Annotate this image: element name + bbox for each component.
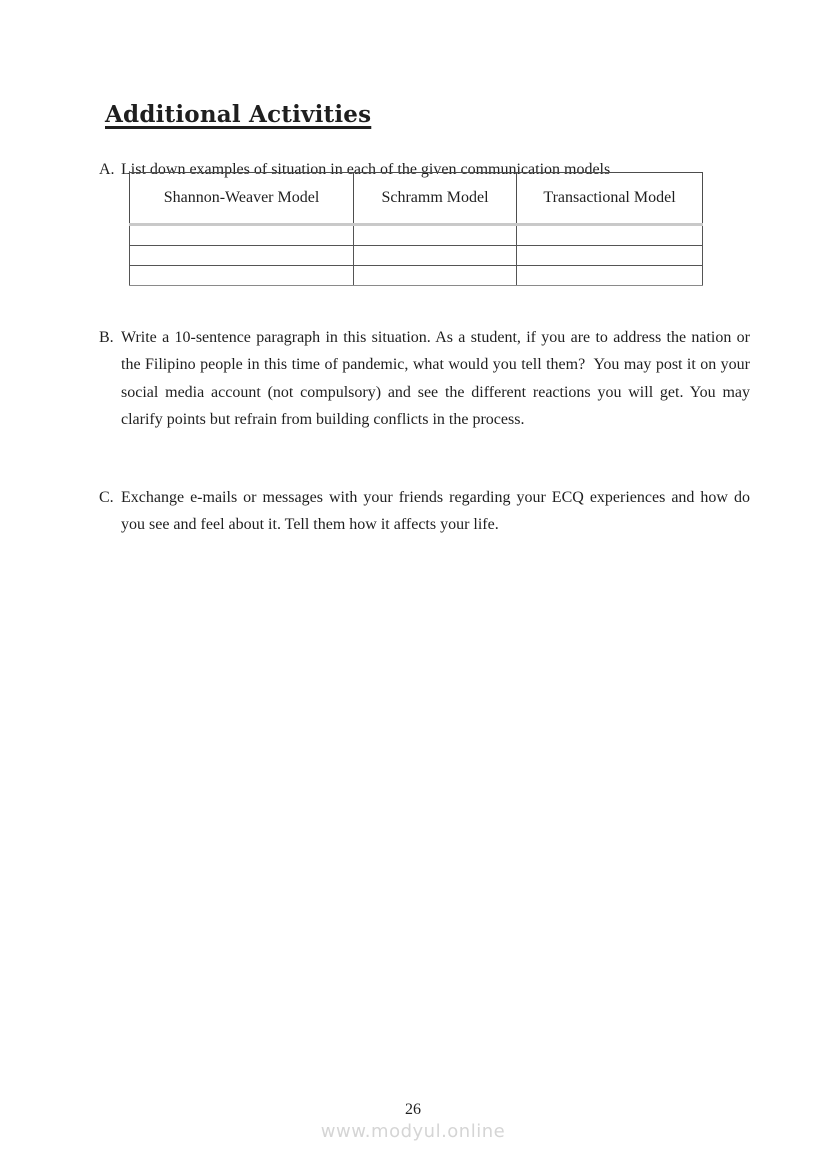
page-title: Additional Activities	[105, 101, 372, 128]
empty-cell	[517, 246, 703, 266]
table-header-row	[130, 173, 703, 225]
table-row	[130, 246, 703, 266]
table-row	[130, 266, 703, 286]
table-header-transactional: Transactional Model	[517, 173, 703, 225]
section-b-text: Write a 10-sentence paragraph in this situation. As a student, if you are to address the nation or the Filipino people in this time of pandemic, what would you tell them? You may post it on your social media account (not compulsory) and see the different reactions you will get. You may clarify points but refrain from building conflicts in the process.	[121, 329, 754, 428]
empty-cell	[354, 266, 517, 286]
empty-cell	[354, 246, 517, 266]
section-c-label: C.	[99, 489, 114, 506]
empty-cell	[130, 266, 354, 286]
section-a-label: A.	[99, 161, 115, 178]
page-number: 26	[405, 1101, 421, 1118]
communication-models-table	[129, 172, 703, 286]
table-header-shannon-weaver: Shannon-Weaver Model	[130, 173, 354, 225]
section-a-text: List down examples of situation in each of the given communication models	[121, 161, 611, 178]
table-header-schramm: Schramm Model	[354, 173, 517, 225]
table-row	[130, 225, 703, 246]
section-c-text: Exchange e-mails or messages with your friends regarding your ECQ experiences and how do you see and feel about it. Tell them how it affects your life.	[121, 489, 754, 534]
empty-cell	[517, 225, 703, 246]
section-b-label: B.	[99, 329, 114, 346]
empty-cell	[517, 266, 703, 286]
empty-cell	[130, 246, 354, 266]
watermark-text: www.modyul.online	[320, 1121, 506, 1142]
section-b	[99, 324, 754, 433]
empty-cell	[130, 225, 354, 246]
section-c	[99, 484, 754, 539]
empty-cell	[354, 225, 517, 246]
